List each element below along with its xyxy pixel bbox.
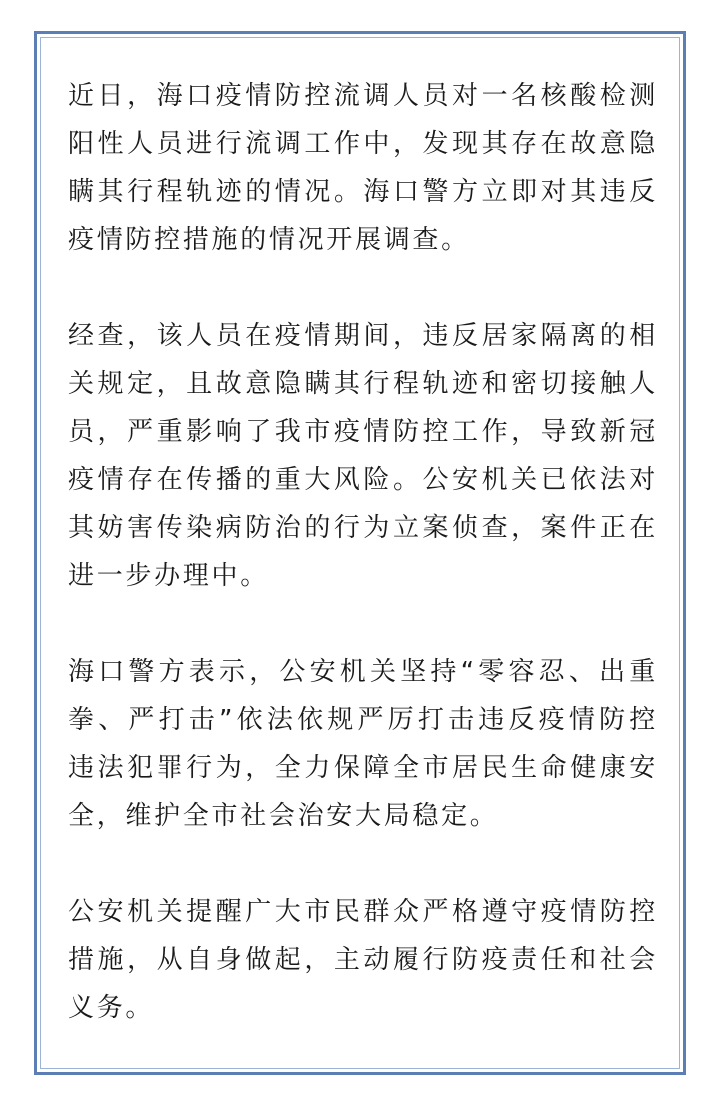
paragraph-1: 近日，海口疫情防控流调人员对一名核酸检测阳性人员进行流调工作中，发现其存在故意隐瞒其行程轨迹的情况。海口警方立即对其违反疫情防控措施的情况开展调查。 <box>68 81 658 255</box>
paragraph-2: 经查，该人员在疫情期间，违反居家隔离的相关规定，且故意隐瞒其行程轨迹和密切接触人员，严重影响了我市疫情防控工作，导致新冠疫情存在传播的重大风险。公安机关已依法对其妨害传染病防治的行为立案侦查，案件正在进一步办理中。 <box>68 321 658 591</box>
document-body <box>68 72 658 1080</box>
paragraph-3: 海口警方表示，公安机关坚持“零容忍、出重拳、严打击”依法依规严厉打击违反疫情防控违法犯罪行为，全力保障全市居民生命健康安全，维护全市社会治安大局稳定。 <box>68 657 658 831</box>
paragraph-4: 公安机关提醒广大市民群众严格遵守疫情防控措施，从自身做起，主动履行防疫责任和社会义务。 <box>68 897 658 1023</box>
document-frame <box>34 31 686 1075</box>
